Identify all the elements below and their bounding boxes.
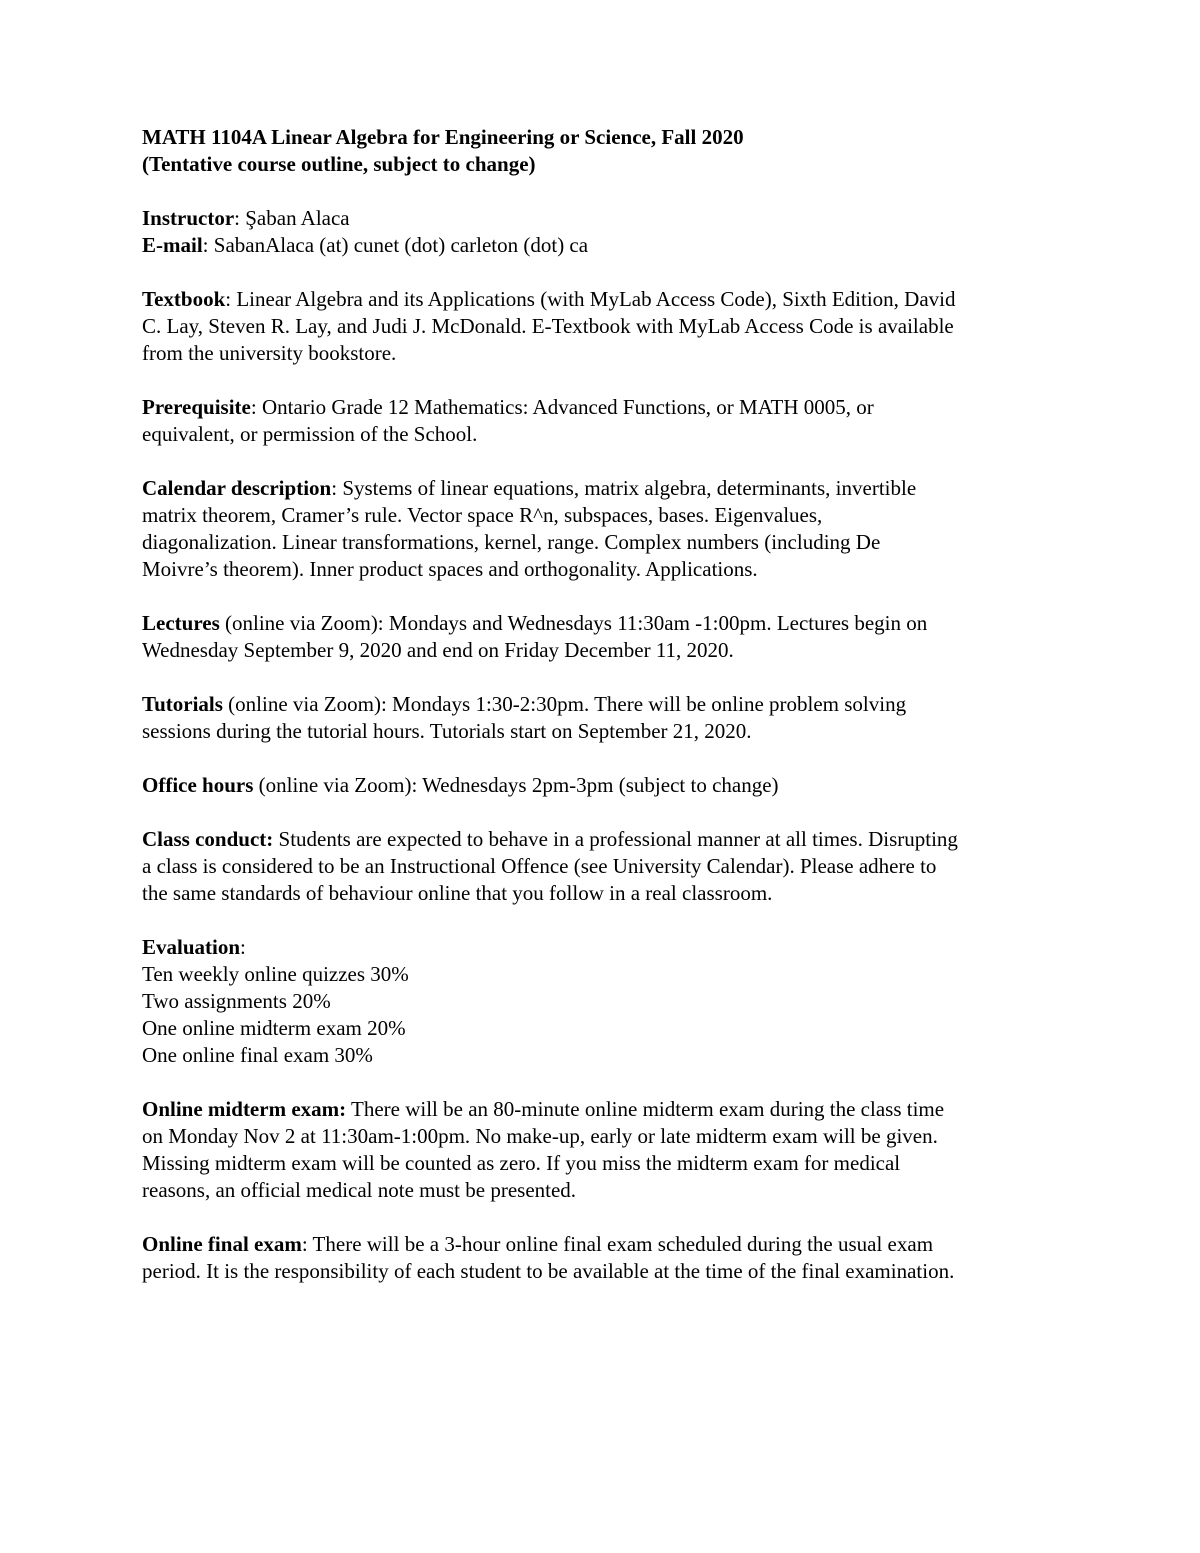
calendar-separator: : <box>331 476 343 500</box>
midterm-line-3: Missing midterm exam will be counted as zero. If you miss the midterm exam for medical <box>142 1151 901 1175</box>
email-value: SabanAlaca (at) cunet (dot) carleton (dot) ca <box>213 233 589 257</box>
office-hours-label: Office hours <box>142 773 254 797</box>
evaluation-item: Ten weekly online quizzes 30% <box>142 962 409 986</box>
course-outline-document <box>142 124 1082 1312</box>
prerequisite-line-2: equivalent, or permission of the School. <box>142 422 478 446</box>
conduct-label: Class conduct: <box>142 827 274 851</box>
prerequisite-label: Prerequisite <box>142 395 251 419</box>
prerequisite-section <box>142 394 1082 448</box>
office-hours-text-1: (online via Zoom): Wednesdays 2pm-3pm (subject to change) <box>253 773 779 797</box>
course-title: MATH 1104A Linear Algebra for Engineering or Science, Fall 2020 <box>142 125 744 149</box>
evaluation-section <box>142 934 1082 1069</box>
final-line-2: period. It is the responsibility of each student to be available at the time of the final examination. <box>142 1259 955 1283</box>
tutorials-text-1: (online via Zoom): Mondays 1:30-2:30pm. There will be online problem solving <box>222 692 907 716</box>
calendar-line-4: Moivre’s theorem). Inner product spaces and orthogonality. Applications. <box>142 557 758 581</box>
email-line <box>142 232 1082 259</box>
final-label: Online final exam <box>142 1232 302 1256</box>
prerequisite-text-1: Ontario Grade 12 Mathematics: Advanced Functions, or MATH 0005, or <box>261 395 874 419</box>
lectures-label: Lectures <box>142 611 220 635</box>
tutorials-section <box>142 691 1082 745</box>
final-separator: : <box>301 1232 308 1256</box>
instructor-label: Instructor <box>142 206 235 230</box>
lectures-section <box>142 610 1082 664</box>
textbook-line-3: from the university bookstore. <box>142 341 397 365</box>
textbook-section <box>142 286 1082 367</box>
textbook-line-2: C. Lay, Steven R. Lay, and Judi J. McDonald. E-Textbook with MyLab Access Code is available <box>142 314 954 338</box>
conduct-line-2: a class is considered to be an Instructional Offence (see University Calendar). Please adhere to <box>142 854 937 878</box>
calendar-label: Calendar description <box>142 476 332 500</box>
final-line-1 <box>142 1231 1082 1258</box>
midterm-text-1: There will be an 80-minute online midterm exam during the class time <box>346 1097 945 1121</box>
midterm-line-1 <box>142 1096 1082 1123</box>
midterm-line-4: reasons, an official medical note must be presented. <box>142 1178 577 1202</box>
email-separator: : <box>202 233 214 257</box>
midterm-line-2: on Monday Nov 2 at 11:30am-1:00pm. No make-up, early or late midterm exam will be given. <box>142 1124 938 1148</box>
calendar-line-2: matrix theorem, Cramer’s rule. Vector space R^n, subspaces, bases. Eigenvalues, <box>142 503 823 527</box>
calendar-line-1 <box>142 475 1082 502</box>
conduct-line-1 <box>142 826 1082 853</box>
lectures-line-1 <box>142 610 1082 637</box>
lectures-text-1: (online via Zoom): Mondays and Wednesdays 11:30am -1:00pm. Lectures begin on <box>219 611 928 635</box>
document-header <box>142 124 1082 178</box>
evaluation-item: One online midterm exam 20% <box>142 1016 406 1040</box>
evaluation-item: Two assignments 20% <box>142 989 331 1013</box>
prerequisite-line-1 <box>142 394 1082 421</box>
instructor-name: Şaban Alaca <box>245 206 350 230</box>
conduct-text-1: Students are expected to behave in a professional manner at all times. Disrupting <box>273 827 958 851</box>
evaluation-separator: : <box>240 935 246 959</box>
tutorials-line-2: sessions during the tutorial hours. Tutorials start on September 21, 2020. <box>142 719 752 743</box>
final-text-1: There will be a 3-hour online final exam scheduled during the usual exam <box>307 1232 934 1256</box>
midterm-section <box>142 1096 1082 1204</box>
final-exam-section <box>142 1231 1082 1285</box>
tutorials-label: Tutorials <box>142 692 223 716</box>
textbook-line-1 <box>142 286 1082 313</box>
prerequisite-separator: : <box>250 395 262 419</box>
email-label: E-mail <box>142 233 203 257</box>
tutorials-line-1 <box>142 691 1082 718</box>
course-subtitle: (Tentative course outline, subject to change) <box>142 152 536 176</box>
class-conduct-section <box>142 826 1082 907</box>
evaluation-label: Evaluation <box>142 935 241 959</box>
calendar-line-3: diagonalization. Linear transformations, kernel, range. Complex numbers (including De <box>142 530 881 554</box>
textbook-separator: : <box>225 287 237 311</box>
evaluation-item: One online final exam 30% <box>142 1043 373 1067</box>
textbook-label: Textbook <box>142 287 226 311</box>
instructor-line <box>142 205 1082 232</box>
midterm-label: Online midterm exam: <box>142 1097 347 1121</box>
lectures-line-2: Wednesday September 9, 2020 and end on Friday December 11, 2020. <box>142 638 734 662</box>
calendar-description-section <box>142 475 1082 583</box>
textbook-text-1: Linear Algebra and its Applications (with MyLab Access Code), Sixth Edition, David <box>236 287 956 311</box>
instructor-separator: : <box>234 206 246 230</box>
conduct-line-3: the same standards of behaviour online that you follow in a real classroom. <box>142 881 773 905</box>
contact-section <box>142 205 1082 259</box>
office-hours-section <box>142 772 1082 799</box>
calendar-text-1: Systems of linear equations, matrix algebra, determinants, invertible <box>342 476 917 500</box>
evaluation-heading <box>142 934 1082 961</box>
office-hours-line-1 <box>142 772 1082 799</box>
